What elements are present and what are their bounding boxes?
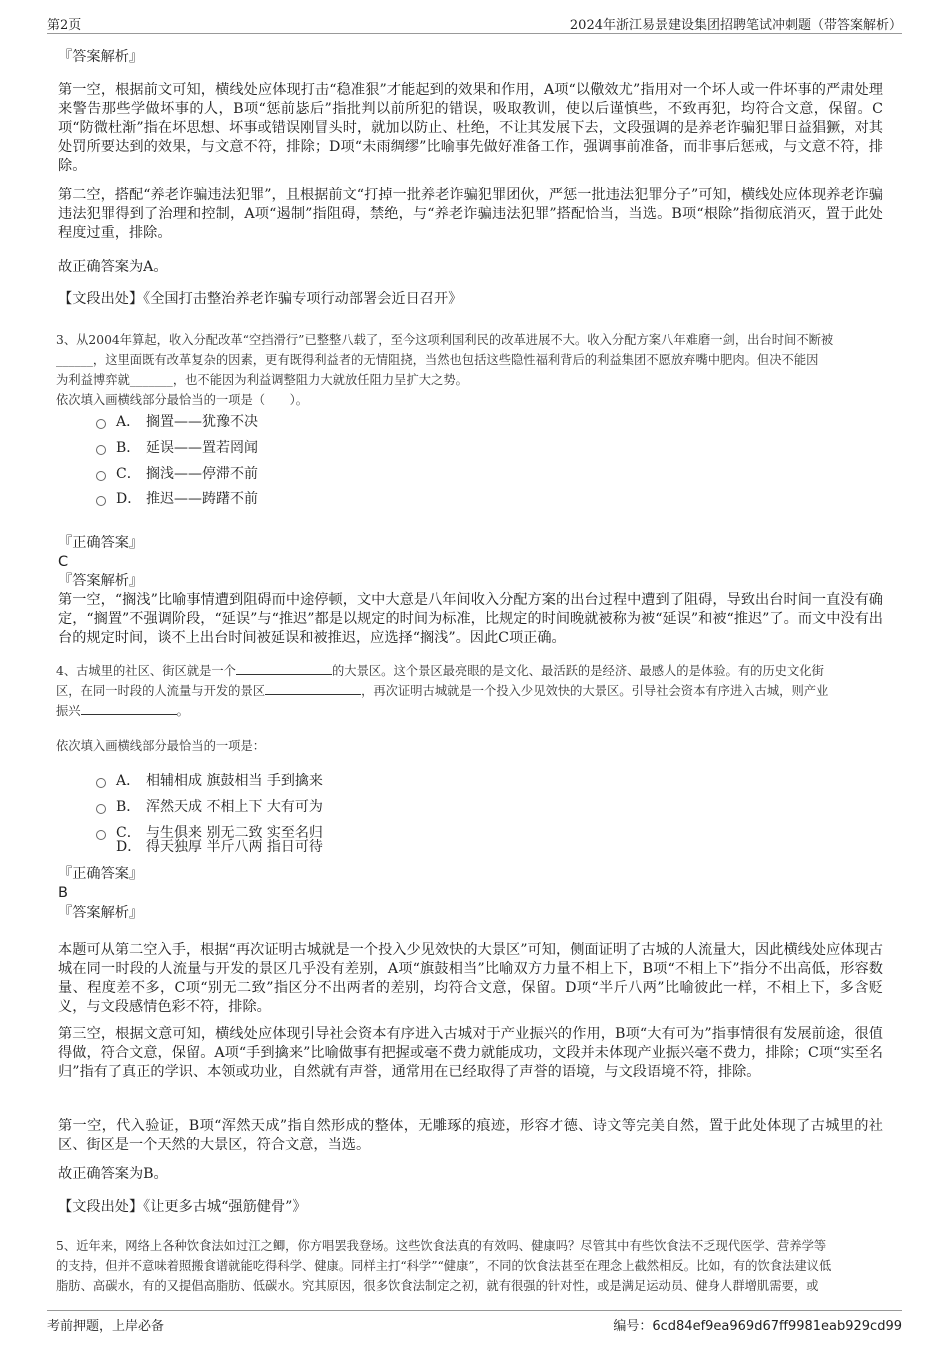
q4-correct-answer: B bbox=[58, 885, 68, 901]
q4-stem-line2: 区，在同一时段的人流量与开发的景区 ，再次证明古城就是一个投入少见效快的大景区。引导社会资本有序进入古城，则产业 bbox=[56, 684, 829, 698]
q4-option-d[interactable]: D． 得天独厚 半斤八两 指日可待 bbox=[116, 839, 323, 855]
q5-stem-line1: 5、近年来，网络上各种饮食法如过江之鲫，你方唱罢我登场。这些饮食法真的有效吗、健康吗？尽管其中有些饮食法不乏现代医学、营养学等 bbox=[56, 1239, 827, 1253]
q4-answer-line: 故正确答案为B。 bbox=[58, 1166, 168, 1182]
q3-stem bbox=[56, 330, 896, 410]
prev-answer-line: 故正确答案为A。 bbox=[58, 259, 168, 275]
q3-option-c[interactable]: C． 搁浅——停滞不前 bbox=[96, 463, 258, 485]
prev-analysis-para1: 第一空，根据前文可知，横线处应体现打击“稳准狠”才能起到的效果和作用，A项“以儆效尤”指用对一个坏人或一件坏事的严肃处理来警告那些学做坏事的人，B项“惩前毖后”指批判以前所犯的错误，吸取教训，使以后谨慎些，不致再犯，均符合文意，保留。C项“防微杜渐”指在坏思想、坏事或错误刚冒头时，就加以防止、杜绝，不让其发展下去，文段强调的是养老诈骗犯罪日益猖獗，对其处罚所要达到的效果，与文意不符，排除；D项“未雨绸缪”比喻事先做好准备工作，强调事前准备，而非事后惩戒，与文意不符，排除。 bbox=[58, 82, 883, 174]
radio-icon[interactable] bbox=[96, 445, 106, 455]
radio-icon[interactable] bbox=[96, 804, 106, 814]
q3-stem-line3: 为利益博弈就_______，也不能因为利益调整阻力大就放任阻力呈扩大之势。 bbox=[56, 373, 468, 387]
page-number: 第2页 bbox=[47, 18, 82, 33]
q4-stem bbox=[56, 661, 896, 721]
footer-slogan: 考前押题，上岸必备 bbox=[47, 1319, 165, 1334]
blank bbox=[265, 682, 361, 695]
radio-icon[interactable] bbox=[96, 471, 106, 481]
radio-icon[interactable] bbox=[96, 496, 106, 506]
q3-option-d[interactable]: D． 推迟——踌躇不前 bbox=[96, 488, 258, 510]
footer-id-code: 6cd84ef9ea969d67ff9981eab929cd99 bbox=[652, 1319, 902, 1334]
q3-option-b[interactable]: B． 延误——置若罔闻 bbox=[96, 437, 258, 459]
prev-source: 【文段出处】《全国打击整治养老诈骗专项行动部署会近日召开》 bbox=[58, 291, 463, 307]
document-title: 2024年浙江易景建设集团招聘笔试冲刺题（带答案解析） bbox=[569, 18, 902, 33]
q3-analysis-label: 『答案解析』 bbox=[58, 573, 144, 589]
q5-stem-line2: 的支持，但并不意味着照搬食谱就能吃得科学、健康。同样主打“科学”“健康”，不同的饮食法甚至在理念上截然相反。比如，有的饮食法建议低 bbox=[56, 1259, 832, 1273]
q3-stem-line2: ______，这里面既有改革复杂的因素，更有既得利益者的无情阻挠，当然也包括这些隐性福利背后的利益集团不愿放弃嘴中肥肉。但决不能因 bbox=[56, 353, 819, 367]
radio-icon[interactable] bbox=[96, 419, 106, 429]
q3-option-a[interactable]: A． 搁置——犹豫不决 bbox=[96, 411, 258, 433]
q3-prompt: 依次填入画横线部分最恰当的一项是（ ）。 bbox=[56, 393, 309, 407]
q4-source: 【文段出处】《让更多古城“强筋健骨”》 bbox=[58, 1199, 307, 1215]
header-divider bbox=[47, 33, 902, 34]
radio-icon[interactable] bbox=[96, 778, 106, 788]
q3-analysis: 第一空，“搁浅”比喻事情遭到阻碍而中途停顿，文中大意是八年间收入分配方案的出台过程中遭到了阻碍，导致出台时间一直没有确定，“搁置”不强调阶段，“延误”与“推迟”都是以规定的时间为标准，比规定的时间晚就被称为被“延误”和被“推迟”了。而文中没有出台的规定时间，谈不上出台时间被延误和被推迟，应选择“搁浅”。因此C项正确。 bbox=[58, 592, 883, 646]
q4-stem-line1: 4、古城里的社区、街区就是一个 的大景区。这个景区最亮眼的是文化、最活跃的是经济、最感人的是体验。有的历史文化街 bbox=[56, 664, 824, 678]
q4-option-a[interactable]: A． 相辅相成 旗鼓相当 手到擒来 bbox=[96, 770, 323, 792]
blank bbox=[236, 662, 332, 675]
q3-stem-line1: 3、从2004年算起，收入分配改革“空挡滑行”已整整八载了，至今这项利国利民的改革进展不大。收入分配方案八年难磨一剑，出台时间不断被 bbox=[56, 333, 834, 347]
q4-analysis-para3: 第一空，代入验证，B项“浑然天成”指自然形成的整体，无雕琢的痕迹，形容才德、诗文等完美自然，置于此处体现了古城里的社区、街区是一个天然的大景区，符合文意，当选。 bbox=[58, 1118, 883, 1153]
q4-stem-line3: 振兴 。 bbox=[56, 704, 189, 718]
prev-analysis-para2: 第二空，搭配“养老诈骗违法犯罪”，且根据前文“打掉一批养老诈骗犯罪团伙，严惩一批违法犯罪分子”可知，横线处应体现养老诈骗违法犯罪得到了治理和控制，A项“遏制”指阻碍，禁绝，与“养老诈骗违法犯罪”搭配恰当，当选。B项“根除”指彻底消灭，置于此处程度过重，排除。 bbox=[58, 187, 883, 241]
q4-analysis-para1: 本题可从第二空入手，根据“再次证明古城就是一个投入少见效快的大景区”可知，侧面证明了古城的人流量大，因此横线处应体现古城在同一时段的人流量与开发的景区几乎没有差别，A项“旗鼓相当”比喻双方力量不相上下，B项“不相上下”指分不出高低，形容数量、程度差不多，C项“别无二致”指区分不出两者的差别，均符合文意，保留。D项“半斤八两”比喻彼此一样，不相上下，多含贬义，与文段感情色彩不符，排除。 bbox=[58, 942, 883, 1015]
q4-analysis-para2: 第三空，根据文意可知，横线处应体现引导社会资本有序进入古城对于产业振兴的作用，B项“大有可为”指事情很有发展前途，很值得做，符合文意，保留。A项“手到擒来”比喻做事有把握或毫不费力就能成功，文段并未体现产业振兴毫不费力，排除；C项“实至名归”指有了真正的学识、本领或功业，自然就有声誉，通常用在已经取得了声誉的语境，与文段语境不符，排除。 bbox=[58, 1026, 883, 1080]
q4-option-c[interactable]: C． 与生俱来 别无二致 实至名归 bbox=[96, 822, 323, 844]
footer-divider bbox=[47, 1310, 902, 1311]
q3-correct-label: 『正确答案』 bbox=[58, 535, 144, 551]
page-footer bbox=[0, 1305, 950, 1345]
q3-correct-answer: C bbox=[58, 554, 69, 570]
blank bbox=[81, 702, 177, 715]
q5-stem bbox=[56, 1236, 896, 1296]
q4-analysis-label: 『答案解析』 bbox=[58, 905, 144, 921]
q4-correct-label: 『正确答案』 bbox=[58, 866, 144, 882]
q4-prompt: 依次填入画横线部分最恰当的一项是： bbox=[56, 739, 266, 753]
page-header bbox=[0, 0, 950, 36]
footer-id: 编号：6cd84ef9ea969d67ff9981eab929cd99 bbox=[613, 1319, 902, 1334]
q5-stem-line3: 脂肪、高碳水，有的又提倡高脂肪、低碳水。究其原因，很多饮食法制定之初，就有很强的针对性，或是满足运动员、健身人群增肌需要，或 bbox=[56, 1279, 819, 1293]
prev-analysis-label: 『答案解析』 bbox=[58, 49, 144, 65]
q4-option-b[interactable]: B． 浑然天成 不相上下 大有可为 bbox=[96, 796, 323, 818]
